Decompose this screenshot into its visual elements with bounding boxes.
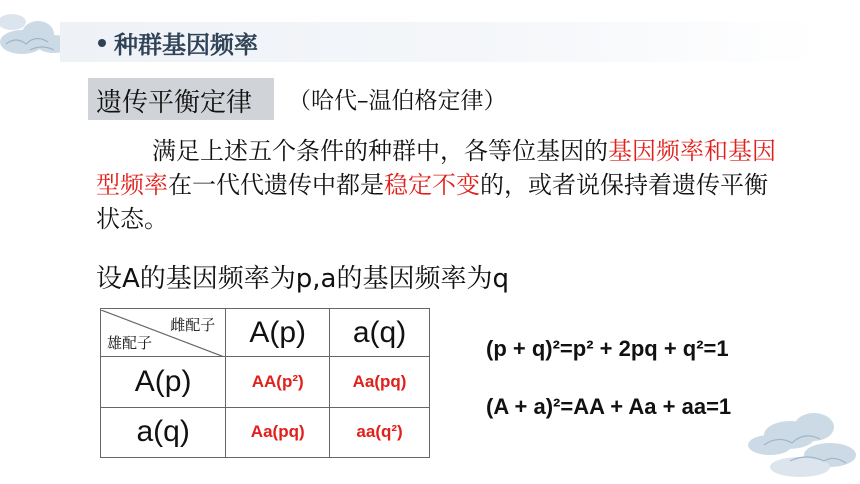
para-text-2: 在一代代遗传中都是: [168, 171, 384, 199]
para-text-1: 满足上述五个条件的种群中，各等位基因的: [152, 137, 608, 165]
assumption-text: 设A的基因频率为p,a的基因频率为q: [96, 264, 509, 294]
law-subtitle: （哈代–温伯格定律）: [288, 88, 507, 114]
genotype-cell: Aa(pq): [226, 407, 330, 457]
para-highlight-2: 稳定不变: [384, 171, 480, 199]
punnett-table: [100, 308, 430, 458]
equation-genotype-expansion: (A + a)²=AA + Aa + aa=1: [486, 394, 732, 419]
definition-paragraph: [96, 134, 776, 236]
page-title: 种群基因频率: [114, 31, 258, 59]
bullet-dot: [98, 39, 106, 47]
cloud-decoration-bottom-right: [730, 395, 860, 484]
para-highlight-1: 基因频率和基因型频率: [96, 137, 776, 199]
table-corner-cell: [101, 309, 226, 357]
row-header-cell: A(p): [101, 357, 226, 407]
male-gamete-label: 雄配子: [107, 333, 153, 352]
col-header-cell: A(p): [226, 309, 330, 357]
genotype-cell: Aa(pq): [330, 357, 430, 407]
law-title: 遗传平衡定律: [96, 88, 253, 118]
female-gamete-label: 雌配子: [170, 315, 216, 334]
col-header-cell: a(q): [330, 309, 430, 357]
header-bar: [60, 22, 820, 62]
para-text-3: 的，或者说保持着遗传平衡状态。: [96, 171, 768, 233]
genotype-cell: aa(q²): [330, 407, 430, 457]
genotype-cell: AA(p²): [226, 357, 330, 407]
law-title-box: [88, 78, 274, 120]
row-header-cell: a(q): [101, 407, 226, 457]
equation-allele-expansion: (p + q)²=p² + 2pq + q²=1: [486, 336, 729, 361]
